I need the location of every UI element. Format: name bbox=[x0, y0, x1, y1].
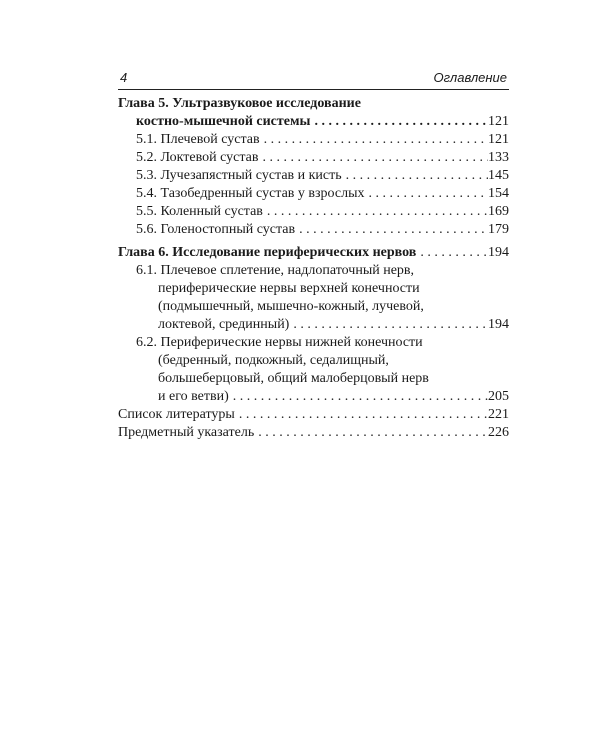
dot-leader bbox=[295, 221, 488, 239]
toc-entry-page: 221 bbox=[488, 407, 509, 422]
toc-entry-5-5[interactable] bbox=[118, 203, 509, 221]
dot-leader bbox=[258, 149, 488, 167]
toc-entry-6-1-last-line[interactable] bbox=[118, 316, 509, 334]
toc-entry-label: 5.3. Лучезапястный сустав и кисть bbox=[136, 168, 342, 183]
toc-entry-label: 5.1. Плечевой сустав bbox=[136, 132, 260, 147]
toc-entry-label: Список литературы bbox=[118, 407, 235, 422]
dot-leader bbox=[342, 167, 488, 185]
toc-entry-label: Предметный указатель bbox=[118, 425, 255, 440]
chapter-5-title-line-1: Глава 5. Ультразвуковое исследование bbox=[118, 96, 361, 111]
toc-entry-page: 205 bbox=[488, 389, 509, 404]
dot-leader bbox=[365, 185, 488, 203]
toc-entry-page: 154 bbox=[488, 186, 509, 201]
toc-entry-5-2[interactable] bbox=[118, 149, 509, 167]
chapter-5-page: 121 bbox=[488, 114, 509, 129]
toc-entry-page: 121 bbox=[488, 132, 509, 147]
chapter-5-title-line-2: костно-мышечной системы bbox=[136, 114, 311, 129]
toc-entry-6-1-line-3: (подмышечный, мышечно-кожный, лучевой, bbox=[158, 299, 424, 314]
toc-entry-label: локтевой, срединный) bbox=[158, 317, 290, 332]
toc-entry-label: 5.4. Тазобедренный сустав у взрослых bbox=[136, 186, 365, 201]
toc-entry-page: 145 bbox=[488, 168, 509, 183]
chapter-6-title: Глава 6. Исследование периферических нервов bbox=[118, 245, 417, 260]
toc-entry-6-2-last-line[interactable] bbox=[118, 388, 509, 406]
dot-leader bbox=[289, 316, 488, 334]
toc-entry-label: 5.5. Коленный сустав bbox=[136, 204, 263, 219]
toc-entry-page: 179 bbox=[488, 222, 509, 237]
chapter-6-entry[interactable] bbox=[118, 244, 509, 262]
toc-entry-index[interactable] bbox=[118, 424, 509, 442]
dot-leader bbox=[260, 131, 488, 149]
toc-entry-label: 5.6. Голеностопный сустав bbox=[136, 222, 296, 237]
chapter-5-entry[interactable] bbox=[118, 113, 509, 131]
chapter-6-page: 194 bbox=[488, 245, 509, 260]
toc-entry-5-3[interactable] bbox=[118, 167, 509, 185]
toc-entry-references[interactable] bbox=[118, 406, 509, 424]
dot-leader bbox=[263, 203, 488, 221]
toc-entry-page: 194 bbox=[488, 317, 509, 332]
toc-entry-label: 5.2. Локтевой сустав bbox=[136, 150, 259, 165]
toc-entry-5-6[interactable] bbox=[118, 221, 509, 239]
toc-entry-6-2-line-3: большеберцовый, общий малоберцовый нерв bbox=[158, 371, 429, 386]
toc-entry-6-2-line-1[interactable]: 6.2. Периферические нервы нижней конечности bbox=[136, 335, 423, 350]
dot-leader bbox=[229, 388, 488, 406]
toc-entry-page: 169 bbox=[488, 204, 509, 219]
dot-leader bbox=[235, 406, 488, 424]
toc-entry-6-2-line-2: (бедренный, подкожный, седалищный, bbox=[158, 353, 389, 368]
running-title: Оглавление bbox=[433, 70, 507, 85]
toc-entry-page: 226 bbox=[488, 425, 509, 440]
toc-entry-5-4[interactable] bbox=[118, 185, 509, 203]
toc-entry-6-1-line-2: периферические нервы верхней конечности bbox=[158, 281, 420, 296]
toc-entry-6-1-line-1[interactable]: 6.1. Плечевое сплетение, надлопаточный нерв, bbox=[136, 263, 415, 278]
dot-leader bbox=[416, 244, 488, 262]
page-number: 4 bbox=[120, 70, 128, 85]
toc-entry-page: 133 bbox=[488, 150, 509, 165]
running-header bbox=[118, 69, 509, 90]
toc-entry-label: и его ветви) bbox=[158, 389, 229, 404]
table-of-contents bbox=[118, 95, 509, 442]
dot-leader bbox=[254, 424, 488, 442]
dot-leader bbox=[310, 113, 488, 131]
toc-entry-5-1[interactable] bbox=[118, 131, 509, 149]
